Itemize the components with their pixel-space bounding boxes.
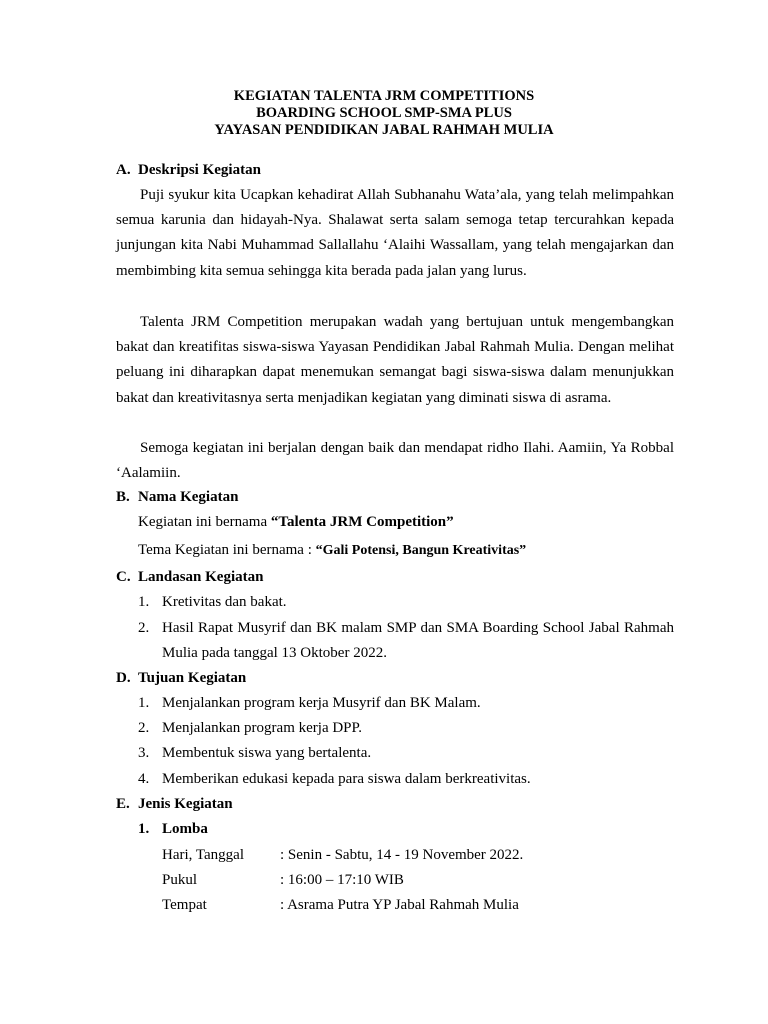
schedule-time-value: : 16:00 – 17:10 WIB xyxy=(280,872,404,888)
section-e-heading xyxy=(116,796,233,813)
section-a-paragraph-1: Puji syukur kita Ucapkan kehadirat Allah Subhanahu Wata’ala, yang telah melimpahkan semua karunia dan hidayah-Nya. Shalawat serta salam semoga tetap tercurahkan kepada junjungan kita Nabi Muhammad Sallallahu ‘Alaihi Wassallam, yang telah mengajarkan dan membimbing kita semua sehingga kita berada pada jalan yang lurus. xyxy=(116,187,674,279)
section-c-letter: C. xyxy=(116,569,131,585)
schedule-day-value: : Senin - Sabtu, 14 - 19 November 2022. xyxy=(280,847,524,863)
list-item: Memberikan edukasi kepada para siswa dalam berkreativitas. xyxy=(162,771,531,787)
list-item: Hasil Rapat Musyrif dan BK malam SMP dan SMA Boarding School Jabal Rahmah Mulia pada tanggal 13 Oktober 2022. xyxy=(162,620,674,662)
section-a-letter: A. xyxy=(116,162,131,178)
section-a-paragraph-2: Talenta JRM Competition merupakan wadah yang bertujuan untuk mengembangkan bakat dan kreatifitas siswa-siswa Yayasan Pendidikan Jabal Rahmah Mulia. Dengan melihat peluang ini diharapkan dapat menemukan semangat bagi siswa-siswa dalam menunjukkan bakat dan kreativitasnya serta menjadikan kegiatan yang diminati siswa di asrama. xyxy=(116,314,674,406)
schedule-place-value: : Asrama Putra YP Jabal Rahmah Mulia xyxy=(280,897,519,913)
title-line-1: KEGIATAN TALENTA JRM COMPETITIONS xyxy=(233,88,535,104)
activity-name-line xyxy=(138,514,454,531)
section-c-heading xyxy=(116,569,263,586)
section-a-paragraph-3: Semoga kegiatan ini berjalan dengan baik dan mendapat ridho Ilahi. Aamiin, Ya Robbal ‘Aalamiin. xyxy=(116,440,674,482)
list-number: 1. xyxy=(138,594,150,610)
list-item: Membentuk siswa yang bertalenta. xyxy=(162,745,372,761)
subsection-number: 1. xyxy=(138,821,150,837)
list-item: Kretivitas dan bakat. xyxy=(162,594,287,610)
section-e-letter: E. xyxy=(116,796,130,812)
list-number: 3. xyxy=(138,745,150,761)
section-d-letter: D. xyxy=(116,670,131,686)
activity-theme-prefix: Tema Kegiatan ini bernama : xyxy=(138,542,316,558)
activity-theme-value: “Gali Potensi, Bangun Kreativitas” xyxy=(315,543,527,558)
activity-theme-line xyxy=(138,542,526,559)
schedule-time-label: Pukul xyxy=(162,872,198,888)
subsection-title: Lomba xyxy=(162,821,208,837)
section-a-heading xyxy=(116,162,261,179)
schedule-place-label: Tempat xyxy=(162,897,207,913)
list-number: 2. xyxy=(138,720,150,736)
section-c-title: Landasan Kegiatan xyxy=(138,569,264,585)
list-item: Menjalankan program kerja Musyrif dan BK Malam. xyxy=(162,695,481,711)
document-title xyxy=(0,88,768,139)
section-d-title: Tujuan Kegiatan xyxy=(138,670,247,686)
section-b-title: Nama Kegiatan xyxy=(138,489,239,505)
activity-name-prefix: Kegiatan ini bernama xyxy=(138,514,271,530)
schedule-day-label: Hari, Tanggal xyxy=(162,847,244,863)
list-number: 1. xyxy=(138,695,150,711)
title-line-2: BOARDING SCHOOL SMP-SMA PLUS xyxy=(256,105,512,121)
section-e-title: Jenis Kegiatan xyxy=(138,796,233,812)
section-b-letter: B. xyxy=(116,489,130,505)
list-number: 2. xyxy=(138,620,150,636)
title-line-3: YAYASAN PENDIDIKAN JABAL RAHMAH MULIA xyxy=(214,122,554,138)
section-b-heading xyxy=(116,489,238,506)
activity-name-value: “Talenta JRM Competition” xyxy=(270,514,454,530)
list-number: 4. xyxy=(138,771,150,787)
section-d-heading xyxy=(116,670,246,687)
section-a-title: Deskripsi Kegiatan xyxy=(138,162,261,178)
list-item: Menjalankan program kerja DPP. xyxy=(162,720,362,736)
